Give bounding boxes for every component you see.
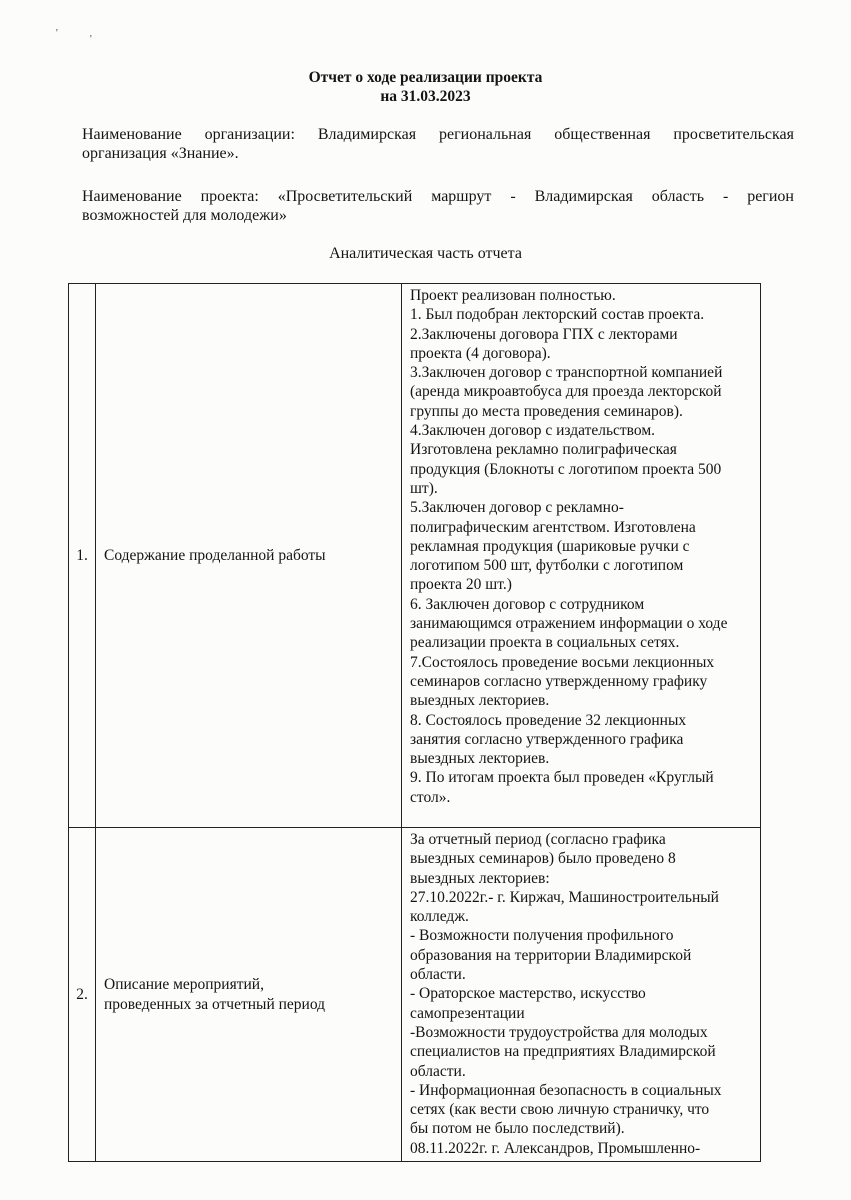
table-row: [69, 284, 761, 828]
description-line: шт).: [410, 479, 438, 497]
report-table: [68, 283, 761, 1162]
section-heading: Аналитическая часть отчета: [329, 245, 522, 262]
row-title: Содержание проделанной работы: [96, 284, 402, 828]
description-line: 4.Заключен договор с издательством.: [410, 422, 656, 440]
description-line: полиграфическим агентством. Изготовлена: [410, 518, 696, 536]
description-line: 5.Заключен договор с рекламно-: [410, 499, 624, 517]
scan-speck: ': [56, 28, 58, 39]
report-date: на 31.03.2023: [380, 88, 471, 105]
description-line: самопрезентации: [410, 1004, 525, 1022]
row-description: [402, 828, 761, 1162]
report-title: Отчет о ходе реализации проекта: [308, 69, 543, 86]
description-line: - Возможности получения профильного: [410, 927, 674, 945]
description-line: 8. Состоялось проведение 32 лекционных: [410, 711, 687, 729]
description-line: - Ораторское мастерство, искусство: [410, 985, 646, 1003]
description-line: образования на территории Владимирской: [410, 946, 692, 964]
description-line: выездных лекториев.: [410, 692, 550, 710]
description-line: Проект реализован полностью.: [410, 287, 616, 304]
description-line: 7.Состоялось проведение восьми лекционных: [410, 653, 715, 671]
description-line: -Возможности трудоустройства для молодых: [410, 1023, 708, 1041]
description-line: сетях (как вести свою личную страничку, что: [410, 1101, 710, 1119]
row-number: 1.: [69, 284, 96, 828]
description-line: проекта 20 шт.): [410, 576, 512, 594]
description-line: - Информационная безопасность в социальных: [410, 1081, 722, 1099]
description-line: занятия согласно утвержденного графика: [410, 730, 684, 748]
project-paragraph: [82, 187, 794, 225]
organization-paragraph: [82, 125, 794, 163]
description-line: 3.Заключен договор с транспортной компанией: [410, 364, 723, 382]
organization-line-1: Наименование организации: Владимирская региональная общественная просветительская: [82, 126, 794, 143]
description-line: логотипом 500 шт, футболки с логотипом: [410, 557, 684, 575]
description-line: За отчетный период (согласно графика: [410, 831, 666, 848]
description-line: группы до места проведения семинаров).: [410, 402, 683, 420]
description-line: проекта (4 договора).: [410, 344, 551, 362]
description-line: 1. Был подобран лекторский состав проекта.: [410, 306, 705, 324]
description-line: занимающимся отражением информации о ходе: [410, 615, 728, 633]
row-number: 2.: [69, 828, 96, 1162]
scan-speck: ': [90, 34, 92, 45]
row-title: [96, 828, 402, 1162]
description-line: области.: [410, 966, 466, 984]
description-line: 6. Заключен договор с сотрудником: [410, 595, 645, 613]
description-line: 2.Заключены договора ГПХ с лекторами: [410, 325, 678, 343]
description-line: Изготовлена рекламно полиграфическая: [410, 441, 677, 459]
description-line: 08.11.2022г. г. Александров, Промышленно-: [410, 1139, 701, 1157]
description-line: (аренда микроавтобуса для проезда лекторской: [410, 383, 722, 401]
organization-line-2: организация «Знание».: [82, 145, 239, 162]
table-row: [69, 828, 761, 1162]
project-line-2: возможностей для молодежи»: [82, 207, 287, 224]
description-line: специалистов на предприятиях Владимирской: [410, 1043, 716, 1061]
project-line-1: Наименование проекта: «Просветительский маршрут - Владимирская область - регион: [82, 188, 794, 205]
description-line: реализации проекта в социальных сетях.: [410, 634, 680, 652]
description-line: бы потом не было последствий).: [410, 1120, 625, 1138]
description-line: выездных семинаров) было проведено 8: [410, 850, 676, 868]
row-title-line: проведенных за отчетный период: [104, 995, 326, 1013]
description-line: семинаров согласно утвержденному графику: [410, 672, 708, 690]
description-line: продукция (Блокноты с логотипом проекта 500: [410, 460, 722, 478]
description-line: 9. По итогам проекта был проведен «Круглый: [410, 769, 714, 787]
description-line: области.: [410, 1062, 466, 1080]
description-line: рекламная продукция (шариковые ручки с: [410, 537, 690, 555]
description-line: 27.10.2022г.- г. Киржач, Машиностроительный: [410, 888, 719, 906]
row-description: [402, 284, 761, 828]
row-title-line: Описание мероприятий,: [104, 976, 264, 994]
description-line: стол».: [410, 788, 451, 806]
description-line: выездных лекториев:: [410, 869, 550, 887]
description-line: колледж.: [410, 908, 469, 926]
description-line: выездных лекториев.: [410, 750, 550, 768]
